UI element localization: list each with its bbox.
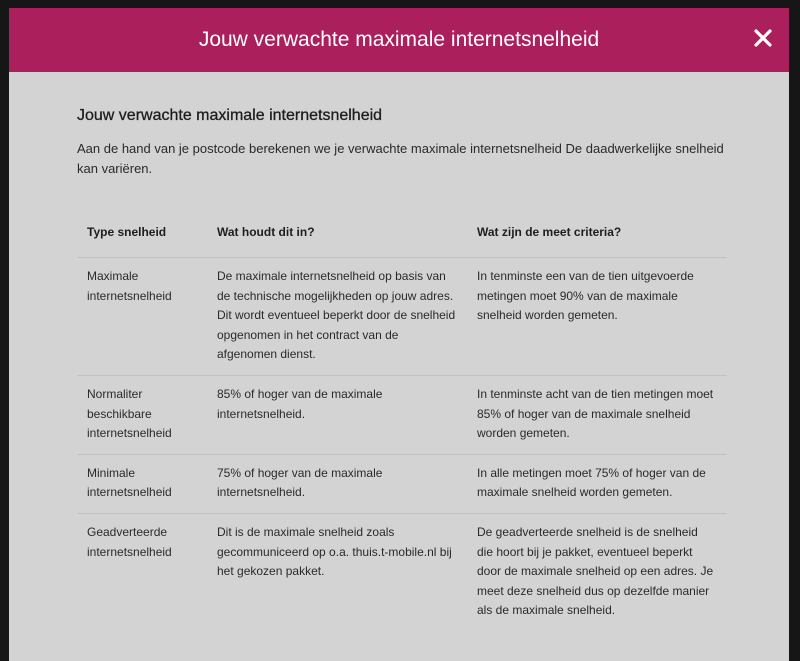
table-row <box>77 375 727 454</box>
table-row <box>77 258 727 376</box>
dialog-header <box>9 8 789 72</box>
cell-meaning: 85% of hoger van de maximale internetsnelheid. <box>207 375 467 454</box>
dialog-body <box>77 72 737 631</box>
cell-type: Minimale internetsnelheid <box>77 454 207 513</box>
cell-meaning: 75% of hoger van de maximale internetsnelheid. <box>207 454 467 513</box>
cell-type: Normaliter beschikbare internetsnelheid <box>77 375 207 454</box>
header-criteria: Wat zijn de meet criteria? <box>477 225 622 239</box>
speed-info-dialog <box>9 8 789 661</box>
content-heading: Jouw verwachte maximale internetsnelheid <box>77 107 383 124</box>
header-meaning: Wat houdt dit in? <box>217 225 315 239</box>
table-header-row <box>77 225 727 258</box>
close-button[interactable] <box>751 26 775 50</box>
table-row <box>77 513 727 630</box>
dialog-title: Jouw verwachte maximale internetsnelheid <box>198 28 600 51</box>
cell-meaning: Dit is de maximale snelheid zoals gecommuniceerd op o.a. thuis.t-mobile.nl bij het gekozen pakket. <box>207 513 467 630</box>
cell-type: Geadverteerde internetsnelheid <box>77 513 207 630</box>
cell-meaning: De maximale internetsnelheid op basis van de technische mogelijkheden op jouw adres. Dit wordt eventueel beperkt door de snelheid opgenomen in het contract van de afgenomen dienst. <box>207 258 467 376</box>
cell-criteria: In alle metingen moet 75% of hoger van de maximale snelheid worden gemeten. <box>467 454 727 513</box>
cell-criteria: De geadverteerde snelheid is de snelheid die hoort bij je pakket, eventueel beperkt door de maximale snelheid op een adres. Je meet deze snelheid dus op dezelfde manier als de maximale snelheid. <box>467 513 727 630</box>
table-row <box>77 454 727 513</box>
header-type: Type snelheid <box>87 225 167 239</box>
intro-text: Aan de hand van je postcode berekenen we je verwachte maximale internetsnelheid De daadwerkelijke snelheid kan variëren. <box>77 141 724 176</box>
speed-table <box>77 225 727 631</box>
close-icon <box>751 26 775 50</box>
cell-type: Maximale internetsnelheid <box>77 258 207 376</box>
cell-criteria: In tenminste acht van de tien metingen moet 85% of hoger van de maximale snelheid worden gemeten. <box>467 375 727 454</box>
cell-criteria: In tenminste een van de tien uitgevoerde metingen moet 90% van de maximale snelheid worden gemeten. <box>467 258 727 376</box>
